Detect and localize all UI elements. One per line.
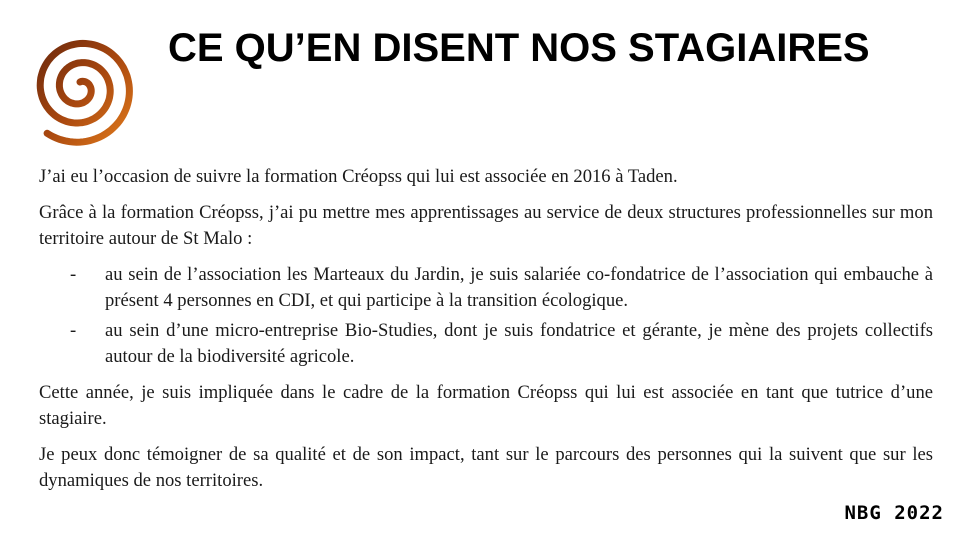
footer-label: NBG 2022 [844,502,944,524]
testimonial-paragraph: Je peux donc témoigner de sa qualité et de son impact, tant sur le parcours des personnes qui la suivent que sur les dynamiques de nos territoires. [39,444,933,491]
list-item [39,262,933,314]
testimonial-paragraph: Cette année, je suis impliquée dans le cadre de la formation Créopss qui lui est associée en tant que tutrice d’une stagiaire. [39,382,933,429]
list-item [39,318,933,370]
list-item-text: au sein d’une micro-entreprise Bio-Studies, dont je suis fondatrice et gérante, je mène des projets collectifs autour de la biodiversité agricole. [105,320,933,367]
testimonial-text [39,164,933,504]
spiral-logo-icon [14,14,146,154]
list-item-text: au sein de l’association les Marteaux du Jardin, je suis salariée co-fondatrice de l’association qui embauche à présent 4 personnes en CDI, et qui participe à la transition écologique. [105,264,933,311]
testimonial-paragraph: J’ai eu l’occasion de suivre la formation Créopss qui lui est associée en 2016 à Taden. [39,166,678,187]
bullet-dash: - [70,320,77,341]
slide-title: CE QU’EN DISENT NOS STAGIAIRES [168,26,870,70]
structures-list [39,262,933,370]
testimonial-paragraph: Grâce à la formation Créopss, j’ai pu mettre mes apprentissages au service de deux structures professionnelles sur mon territoire autour de St Malo : [39,202,933,249]
bullet-dash: - [70,264,77,285]
